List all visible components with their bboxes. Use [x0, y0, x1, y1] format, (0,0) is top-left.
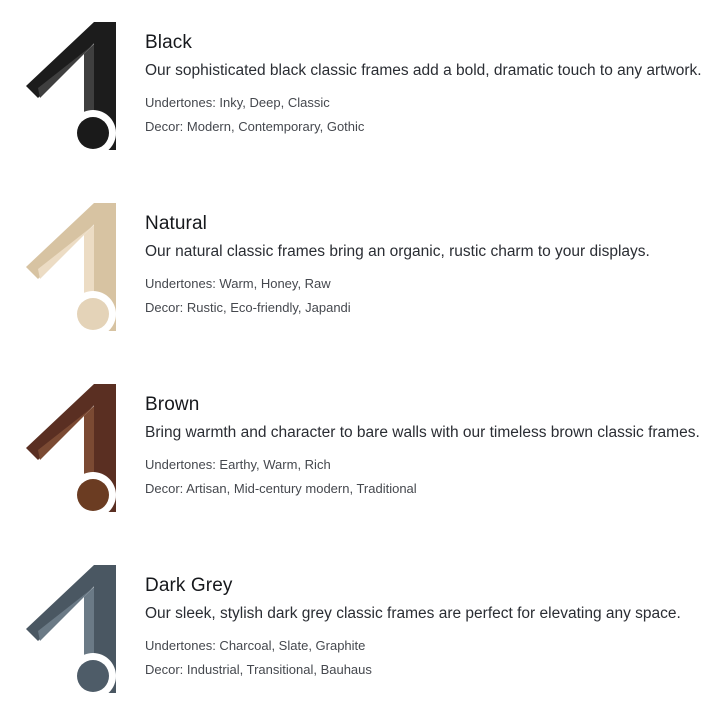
- frame-decor: Decor: Industrial, Transitional, Bauhaus: [145, 661, 372, 677]
- colour-dot-icon: [77, 660, 109, 692]
- colour-dot-wrap: [70, 291, 116, 337]
- frame-info: [118, 0, 712, 141]
- colour-dot-wrap: [70, 472, 116, 518]
- frame-info: [118, 181, 712, 322]
- frame-title: Brown: [145, 394, 200, 415]
- list-item[interactable]: [0, 0, 712, 181]
- frame-info: [118, 362, 712, 503]
- frame-decor: Decor: Artisan, Mid-century modern, Traditional: [145, 480, 417, 496]
- frame-title: Dark Grey: [145, 575, 233, 596]
- frame-description: Bring warmth and character to bare walls with our timeless brown classic frames.: [145, 423, 700, 441]
- colour-dot-icon: [77, 479, 109, 511]
- frame-swatch: [18, 191, 118, 331]
- list-item[interactable]: [0, 362, 712, 543]
- frame-undertones: Undertones: Warm, Honey, Raw: [145, 275, 331, 291]
- frame-description: Our natural classic frames bring an organic, rustic charm to your displays.: [145, 242, 650, 260]
- frame-decor: Decor: Modern, Contemporary, Gothic: [145, 118, 365, 134]
- frame-swatch: [18, 553, 118, 693]
- frame-decor: Decor: Rustic, Eco-friendly, Japandi: [145, 299, 351, 315]
- colour-dot-icon: [77, 117, 109, 149]
- list-item[interactable]: [0, 181, 712, 362]
- frame-description: Our sophisticated black classic frames add a bold, dramatic touch to any artwork.: [145, 61, 702, 79]
- frame-info: [118, 543, 712, 684]
- colour-dot-icon: [77, 298, 109, 330]
- colour-dot-wrap: [70, 653, 116, 699]
- frame-swatch: [18, 10, 118, 150]
- frame-swatch: [18, 372, 118, 512]
- frame-title: Black: [145, 32, 192, 53]
- frame-undertones: Undertones: Charcoal, Slate, Graphite: [145, 637, 366, 653]
- frame-undertones: Undertones: Inky, Deep, Classic: [145, 94, 330, 110]
- list-item[interactable]: [0, 543, 712, 724]
- frame-description: Our sleek, stylish dark grey classic frames are perfect for elevating any space.: [145, 604, 681, 622]
- frame-undertones: Undertones: Earthy, Warm, Rich: [145, 456, 331, 472]
- frame-title: Natural: [145, 213, 207, 234]
- colour-dot-wrap: [70, 110, 116, 156]
